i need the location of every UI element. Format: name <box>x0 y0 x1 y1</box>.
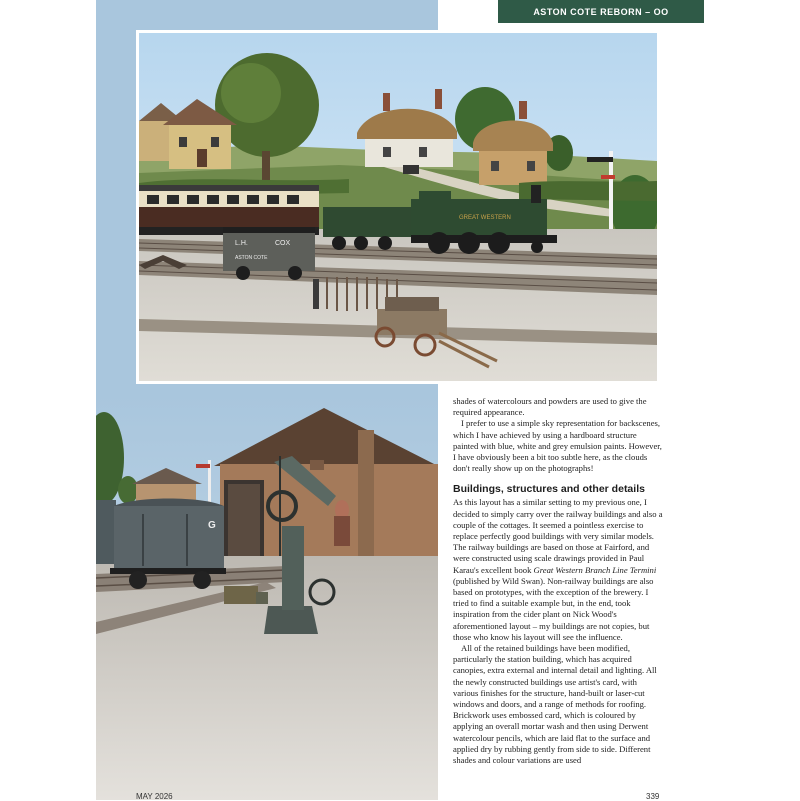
article-paragraph-2: I prefer to use a simple sky representation for backscenes, which I have achieved by using a hardboard structure painted with blue, white and grey emulsion paints. However, I have obviously been a bit too subtle here, as the clouds don't really show up on the photographs! <box>453 418 662 474</box>
footer-date: MAY 2026 <box>136 792 173 801</box>
book-title: Great Western Branch Line Termini <box>533 564 657 575</box>
van-lettering: G <box>208 520 216 531</box>
top-photo-railway-scene <box>136 30 660 384</box>
svg-text:GREAT WESTERN: GREAT WESTERN <box>459 215 511 221</box>
wagon-lettering-place: ASTON COTE <box>235 255 268 261</box>
wagon-lettering-name: COX <box>275 240 291 247</box>
article-paragraph-1: shades of watercolours and powders are used to give the required appearance. <box>453 396 647 418</box>
article-paragraph-3-before: As this layout has a similar setting to my previous one, I decided to simply carry over the railway buildings and also a couple of the cottages. It seemed a pointless exercise to replace perfectly good buildings with very similar models. The railway buildings are based on those at Fairford, and were constructed using scale drawings provided in Paul Karau's excellent book <box>453 497 663 575</box>
article-paragraph-3 <box>453 497 664 643</box>
article-paragraph-3-after: (published by Wild Swan). Non-railway buildings are also based on prototypes, with the exception of the brewery. I tried to find a suitable example but, in the end, took inspiration from the cider plant on Nick Wood's aforementioned layout – my buildings are not copies, but those who know his layout will see the influence. <box>453 575 654 642</box>
article-body <box>453 396 664 766</box>
page-number: 339 <box>646 792 660 801</box>
wagon-lettering-initials: L.H. <box>235 240 248 247</box>
article-paragraph-4: All of the retained buildings have been modified, particularly the station building, which has acquired canopies, extra external and internal detail and lighting. All the newly constructed buildings use artist's card, with various finishes for the structure, hand-built or laser-cut windows and doors, and a range of methods for roofing. Brickwork uses embossed card, which is coloured by applying an overall mortar wash and then using Derwent watercolour pencils, which are laid flat to the surface and applied dry by rubbing gently from side to side. Different shades and colour variations are used <box>453 643 657 766</box>
section-header-title: ASTON COTE REBORN – OO <box>533 6 669 17</box>
section-header <box>498 0 704 23</box>
section-heading: Buildings, structures and other details <box>453 483 645 496</box>
bottom-photo-goods-yard <box>96 396 438 800</box>
